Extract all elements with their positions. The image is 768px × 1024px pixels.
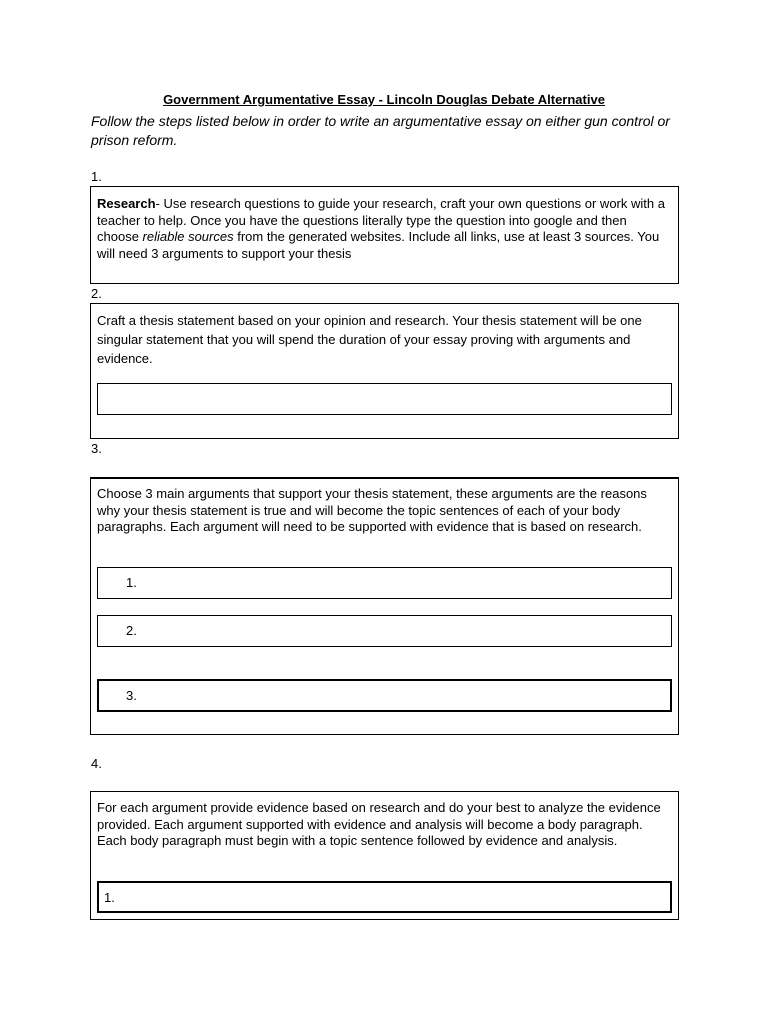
argument-field-3-label: 3. xyxy=(126,688,137,703)
step-1-lead: Research xyxy=(97,196,156,211)
step-4-number: 4. xyxy=(91,756,102,771)
step-3-number: 3. xyxy=(91,441,102,456)
step-3-box xyxy=(90,477,679,735)
step-1-text-emphasis: reliable sources xyxy=(142,229,234,244)
step-1-text-b: from the generated websites. Include all links, use at least 3 sources. You will need 3 arguments to support your thesis xyxy=(97,229,660,261)
thesis-statement-field[interactable] xyxy=(97,383,672,415)
step-1-box xyxy=(90,186,679,284)
step-2-number: 2. xyxy=(91,286,102,301)
evidence-field-1-label: 1. xyxy=(104,890,115,905)
step-2-text: Craft a thesis statement based on your opinion and research. Your thesis statement will be one singular statement that you will spend the duration of your essay proving with arguments and evidence. xyxy=(97,313,642,366)
document-intro: Follow the steps listed below in order to write an argumentative essay on either gun control or prison reform. xyxy=(91,113,670,148)
evidence-field-1[interactable] xyxy=(97,881,672,913)
argument-field-2-label: 2. xyxy=(126,623,137,638)
argument-field-1[interactable] xyxy=(97,567,672,599)
step-1-number: 1. xyxy=(91,169,102,184)
argument-field-3[interactable] xyxy=(97,679,672,712)
step-2-box xyxy=(90,303,679,439)
argument-field-1-label: 1. xyxy=(126,575,137,590)
step-1-text xyxy=(97,196,672,262)
step-4-text: For each argument provide evidence based on research and do your best to analyze the evidence provided. Each argument supported with evidence and analysis will become a body paragraph. Each body paragraph must begin with a topic sentence followed by evidence and analysis. xyxy=(97,800,661,848)
step-3-text: Choose 3 main arguments that support your thesis statement, these arguments are the reasons why your thesis statement is true and will become the topic sentences of each of your body paragraphs. Each argument will need to be supported with evidence that is based on research. xyxy=(97,486,647,534)
step-1-text-a: - Use research questions to guide your research, craft your own questions or work with a teacher to help. Once you have the questions literally type the question into google and then choose xyxy=(97,196,665,244)
argument-field-2[interactable] xyxy=(97,615,672,647)
step-4-box xyxy=(90,791,679,920)
document-title: Government Argumentative Essay - Lincoln Douglas Debate Alternative xyxy=(163,92,605,107)
